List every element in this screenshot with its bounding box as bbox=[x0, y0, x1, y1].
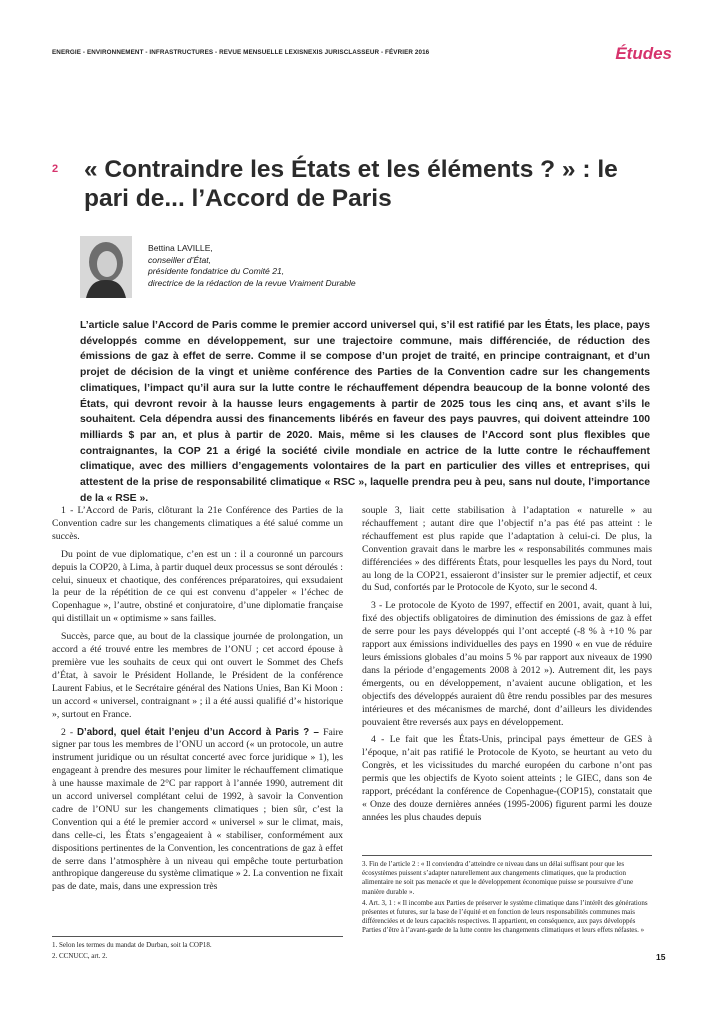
article-number: 2 bbox=[52, 163, 59, 175]
right-column bbox=[362, 505, 652, 830]
author-block bbox=[148, 243, 468, 289]
footnote: 3. Fin de l’article 2 : « Il conviendra d’atteindre ce niveau dans un délai suffisant pour que les écosystèmes puissent s’adapter naturellement aux changements climatiques, que la production alimentaire ne soit pas menacée et que le développement économique puisse se poursuivre d’une manière durable ». bbox=[362, 860, 634, 896]
footnote: 1. Selon les termes du mandat de Durban, soit la COP18. bbox=[52, 941, 212, 949]
author-name: Bettina LAVILLE, bbox=[148, 243, 213, 253]
paragraph: souple 3, liait cette stabilisation à l’adaptation « naturelle » au réchauffement ; autant dire que l’objectif n’a pas été pas atteint : le réchauffement est plus rapide que l’adaptation à celui-ci. De plus, la Convention gravait dans le marbre les « responsabilités communes mais différenciées » des différents États, pour lesquelles les pays du Nord, tout au long de la COP21, essaieront d’insister sur le premier adjectif, et ceux du Sud, confortés par le Protocole de Kyoto, sur le second 4. bbox=[362, 505, 652, 594]
author-role: présidente fondatrice du Comité 21, bbox=[148, 266, 285, 276]
paragraph: Succès, parce que, au bout de la classique journée de prolongation, un accord a été trouvé entre les membres de l’ONU ; cet accord épouse à première vue les souhaits de ceux qui ont ouvert le Sommet des Chefs d’État, à savoir le Président Hollande, le Président de la conférence Laurent Fabius, et le Secrétaire général des Nations Unies, Ban Ki Moon : un accord « universel, contraignant » ; il a été aussi qualifié d’« historique », surtout en France. bbox=[52, 631, 343, 720]
paragraph: 3 - Le protocole de Kyoto de 1997, effectif en 2001, avait, quant à lui, fixé des objectifs obligatoires de diminution des émissions de gaz à effet de serre pour les pays développés qui l’ont accepté (-8 % à +10 % par rapport aux émissions individuelles des pays en 1990 « en vue de réduire leurs émissions globales d’au moins 5 % par rapport aux niveaux de 1990 dans la période d’engagements 2008 à 2012 »). Autrement dit, les pays émergents, ou en développement, n’avaient aucune obligation, et les objectifs des développés auraient dû être rendu possibles par des mesures intérieures et des mécanismes de marché, dont d’ailleurs les dividendes pouvaient être reversés aux pays en développement. bbox=[362, 600, 652, 728]
author-role: directrice de la rédaction de la revue Vraiment Durable bbox=[148, 277, 356, 288]
portrait-image bbox=[80, 236, 132, 298]
author-photo bbox=[80, 236, 132, 298]
section-label: Études bbox=[615, 44, 672, 63]
paragraph: 1 - L’Accord de Paris, clôturant la 21e Conférence des Parties de la Convention cadre sur les changements climatiques a été salué comme un succès. bbox=[52, 505, 343, 542]
author-role: conseiller d’État, bbox=[148, 254, 212, 265]
page-number: 15 bbox=[656, 952, 666, 962]
abstract: L’article salue l’Accord de Paris comme le premier accord universel qui, s’il est ratifié par les États, les place, pays développés comme en développement, sur une trajectoire commune, mais différenciée, de réduction des émissions de gaz à effet de serre. Comme il se compose d’un projet de traité, en principe contraignant, et d’un projet de décision de la vingt et unième conférence des Parties de la Convention cadre sur les changements climatiques, l’impact qu’il aura sur la lutte contre le réchauffement dépendra beaucoup de la bonne volonté des États, qui devront revoir à la hausse leurs engagements à partir de 2025 tous les cinq ans, et avant s’ils le souhaitent. Cela dépendra aussi des financements libérés en faveur des pays pauvres, qui doivent atteindre 100 milliards $ par an, et plus à partir de 2020. Mais, même si les clauses de l’Accord sont plus flexibles que contraignantes, la COP 21 a érigé la société civile mondiale en actrice de la lutte contre le réchauffement climatique, avec des milliers d’engagements volontaires de la part en particulier des villes et entreprises, qui attestent de la prise de responsabilité climatique « RSC », laquelle prendra peu à peu, sans nul doute, l’importance de la « RSE ». bbox=[80, 320, 650, 504]
footnotes-right bbox=[362, 855, 652, 938]
article-title: « Contraindre les États et les éléments ? » : le pari de... l’Accord de Paris bbox=[84, 156, 618, 212]
footnote: 4. Art. 3, 1 : « Il incombe aux Parties de préserver le système climatique dans l’intérêt des générations présentes et futures, sur la base de l’équité et en fonction de leurs responsabilités communes mais différenciées et de leurs capacités respectives. Il appartient, en conséquence, aux pays développés Parties d’être à l’avant-garde de la lutte contre les changements climatiques et leurs effets néfastes. » bbox=[362, 898, 648, 935]
paragraph: Du point de vue diplomatique, c’en est un : il a couronné un parcours depuis la COP20, à Lima, à partir duquel deux processus se sont déroulés : celui, sinueux et chaotique, des conférences préparatoires, qui exsudaient la peur de la répétition de ce qui est convenu d’appeler « l’échec de Copenhague », l’autre, obstiné et conjuratoire, d’une diplomatie française qui distillait un « optimisme » sans failles. bbox=[52, 548, 343, 625]
paragraph-number: 2 - bbox=[61, 726, 78, 738]
footnote: 2. CCNUCC, art. 2. bbox=[52, 952, 108, 961]
paragraph-text: Faire signer par tous les membres de l’ONU un accord (« un protocole, un autre instrument juridique ou un résultat concerté avec force juridique » 1), les engageant à prendre des mesures pour limiter le réchauffement climatique à une hausse maximale de 2°C par rapport à l’année 1990, autrement dit un accord universel complétant celui de 1992, à savoir la Convention cadre de l’ONU sur les changements climatiques ; bien sûr, c’est la Convention qui a été le premier accord « universel » sur le climat, mais, dans celle-ci, les États s’engageaient à « stabiliser, conformément aux dispositions pertinentes de la Convention, les concentrations de gaz à effet de serre dans l’atmosphère à un niveau qui empêche toute perturbation anthropique dangereuse du système climatique » 2. La convention ne fixait pas de date, mais, dans une expression très bbox=[52, 726, 343, 893]
running-head: ENERGIE - ENVIRONNEMENT - INFRASTRUCTURES - REVUE MENSUELLE LEXISNEXIS JURISCLASSEUR - FÉVRIER 2016 bbox=[52, 49, 430, 56]
footnotes-left bbox=[52, 936, 343, 963]
paragraph bbox=[52, 727, 343, 895]
paragraph-heading: D’abord, quel était l’enjeu d’un Accord à Paris ? – bbox=[77, 726, 324, 738]
left-column bbox=[52, 505, 343, 899]
paragraph: 4 - Le fait que les États-Unis, principal pays émetteur de GES à l’époque, n’ait pas ratifié le Protocole de Kyoto, se heurtant au veto du Congrès, et les vicissitudes du marché européen du carbone n’ont pas permis que les objectifs de Kyoto soient atteints ; le GIEC, dans son 4e rapport, précédant la conférence de Copenhague-(COP15), constatait que « Onze des douze dernières années (1995-2006) figurent parmi les douze années les plus chaudes depuis bbox=[362, 734, 652, 823]
